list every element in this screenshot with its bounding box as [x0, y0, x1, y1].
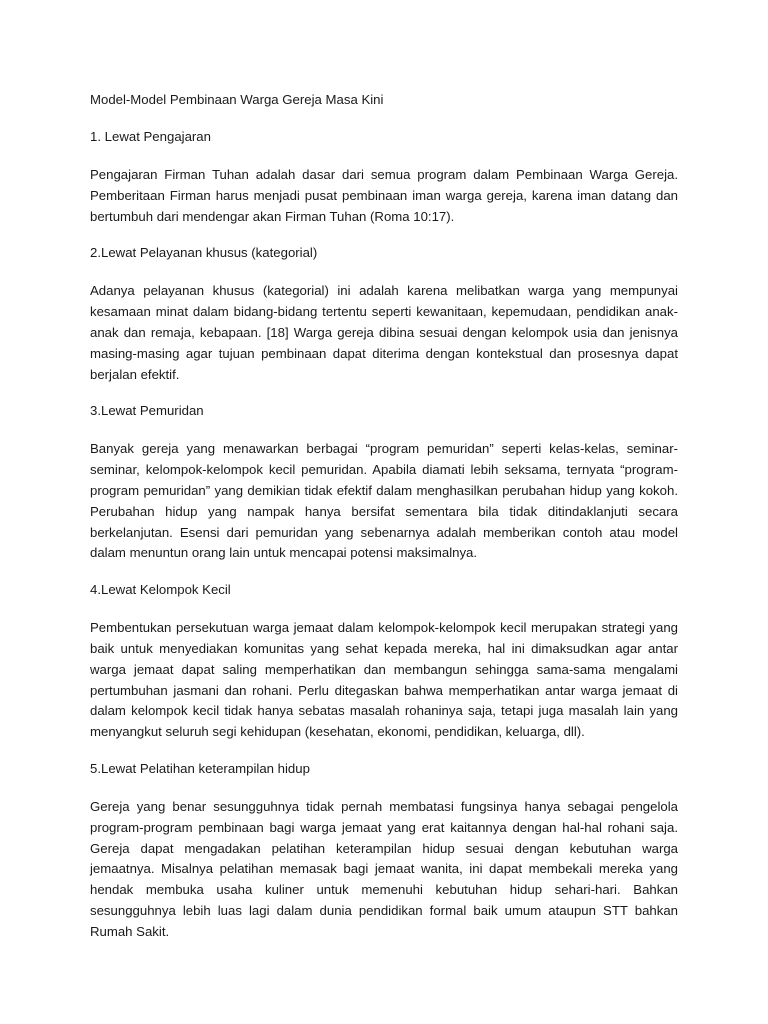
section-body-3: Banyak gereja yang menawarkan berbagai “program pemuridan” seperti kelas-kelas, seminar-seminar, kelompok-kelompok kecil pemuridan. Apabila diamati lebih seksama, ternyata “program-program pemuridan” yang demikian tidak efektif dalam menghasilkan perubahan hidup yang kokoh. Perubahan hidup yang nampak hanya bersifat sementara bila tidak ditindaklanjuti secara berkelanjutan. Esensi dari pemuridan yang sebenarnya adalah memberikan contoh atau model dalam menuntun orang lain untuk mencapai potensi maksimalnya.: [90, 441, 678, 561]
section-body-4: Pembentukan persekutuan warga jemaat dalam kelompok-kelompok kecil merupakan strategi yang baik untuk menyediakan komunitas yang sehat kepada mereka, hal ini dimaksudkan agar antar warga jemaat dapat saling memperhatikan dan membangun sehingga sama-sama mengalami pertumbuhan jasmani dan rohani. Perlu ditegaskan bahwa memperhatikan antar warga jemaat di dalam kelompok kecil tidak hanya sebatas masalah rohaninya saja, tetapi juga masalah lain yang menyangkut seluruh segi kehidupan (kesehatan, ekonomi, pendidikan, keluarga, dll).: [90, 620, 678, 740]
document-page: [90, 90, 678, 959]
section-body-5: Gereja yang benar sesungguhnya tidak pernah membatasi fungsinya hanya sebagai pengelola program-program pembinaan bagi warga jemaat yang erat kaitannya dengan hal-hal rohani saja. Gereja dapat mengadakan pelatihan keterampilan hidup sesuai dengan kebutuhan warga jemaatnya. Misalnya pelatihan memasak bagi jemaat wanita, ini dapat membekali mereka yang hendak membuka usaha kuliner untuk memenuhi kebutuhan hidup sehari-hari. Bahkan sesungguhnya lebih luas lagi dalam dunia pendidikan formal baik umum ataupun STT bahkan Rumah Sakit.: [90, 798, 678, 939]
section-heading-5: 5.Lewat Pelatihan keterampilan hidup: [90, 760, 310, 776]
document-title: Model-Model Pembinaan Warga Gereja Masa Kini: [90, 92, 384, 107]
section-heading-2: 2.Lewat Pelayanan khusus (kategorial): [90, 245, 318, 261]
section-heading-4: 4.Lewat Kelompok Kecil: [90, 582, 231, 598]
section-body-2: Adanya pelayanan khusus (kategorial) ini adalah karena melibatkan warga yang mempunyai kesamaan minat dalam bidang-bidang tertentu seperti kewanitaan, kepemudaan, pendidikan anak-anak dan remaja, kebapaan. [18] Warga gereja dibina sesuai dengan kelompok usia dan jenisnya masing-masing agar tujuan pembinaan dapat diterima dengan kontekstual dan prosesnya dapat berjalan efektif.: [90, 283, 678, 382]
section-body-1: Pengajaran Firman Tuhan adalah dasar dari semua program dalam Pembinaan Warga Gereja. Pemberitaan Firman harus menjadi pusat pembinaan iman warga gereja, karena iman datang dan bertumbuh dari mendengar akan Firman Tuhan (Roma 10:17).: [90, 167, 678, 224]
section-heading-1: 1. Lewat Pengajaran: [90, 129, 211, 144]
section-heading-3: 3.Lewat Pemuridan: [90, 403, 204, 419]
